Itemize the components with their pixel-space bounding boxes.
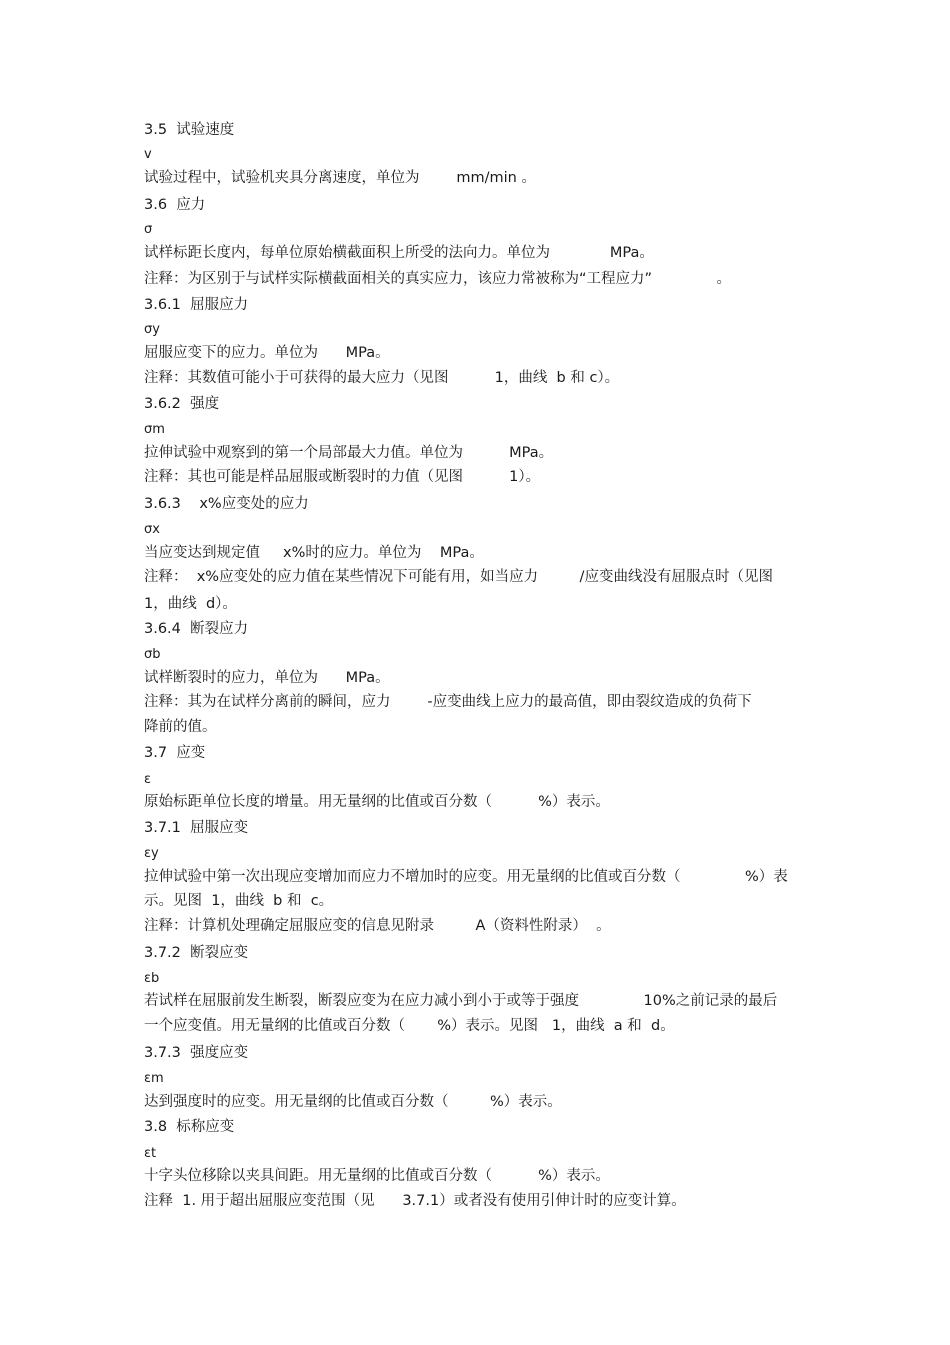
symbol: v — [144, 147, 152, 162]
symbol: εy — [144, 846, 159, 861]
symbol: σ — [144, 222, 153, 237]
section-heading: 3.7.1 屈服应变 — [144, 820, 249, 836]
definition-text: 试验过程中，试验机夹具分离速度，单位为 mm/min 。 — [144, 170, 536, 186]
section-heading: 3.6.1 屈服应力 — [144, 297, 249, 313]
definition-text: 屈服应变下的应力。单位为 MPa。 — [144, 345, 390, 361]
symbol: εm — [144, 1071, 164, 1086]
definition-text: 原始标距单位长度的增量。用无量纲的比值或百分数（ %）表示。 — [144, 794, 610, 810]
section-heading: 3.6.3 x%应变处的应力 — [144, 496, 309, 512]
section-heading: 3.6.4 断裂应力 — [144, 621, 249, 637]
definition-text: 当应变达到规定值 x%时的应力。单位为 MPa。 — [144, 545, 484, 561]
symbol: σb — [144, 647, 161, 662]
definition-text: 达到强度时的应变。用无量纲的比值或百分数（ %）表示。 — [144, 1094, 562, 1110]
definition-text: 一个应变值。用无量纲的比值或百分数（ %）表示。见图 1，曲线 a 和 d。 — [144, 1018, 675, 1034]
note-text: 注释：计算机处理确定屈服应变的信息见附录 A（资料性附录） 。 — [144, 918, 611, 934]
note-text: 1，曲线 d）。 — [144, 596, 237, 612]
section-heading: 3.7 应变 — [144, 745, 206, 761]
note-text: 注释 1. 用于超出屈服应变范围（见 3.7.1）或者没有使用引伸计时的应变计算。 — [144, 1193, 686, 1209]
symbol: σy — [144, 322, 160, 337]
section-heading: 3.8 标称应变 — [144, 1119, 235, 1135]
definition-text: 试样断裂时的应力，单位为 MPa。 — [144, 670, 390, 686]
note-text: 注释：为区别于与试样实际横截面相关的真实应力，该应力常被称为“工程应力” 。 — [144, 271, 732, 287]
symbol: εt — [144, 1146, 157, 1161]
definition-text: 拉伸试验中观察到的第一个局部最大力值。单位为 MPa。 — [144, 445, 554, 461]
symbol: σm — [144, 422, 165, 437]
section-heading: 3.7.2 断裂应变 — [144, 945, 249, 961]
symbol: ε — [144, 772, 152, 787]
definition-text: 拉伸试验中第一次出现应变增加而应力不增加时的应变。用无量纲的比值或百分数（ %）表 — [144, 869, 788, 885]
symbol: σx — [144, 522, 160, 537]
definition-text: 若试样在屈服前发生断裂，断裂应变为在应力减小到小于或等于强度 10%之前记录的最后 — [144, 993, 778, 1009]
note-text: 降前的值。 — [144, 719, 217, 735]
definition-text: 示。见图 1，曲线 b 和 c。 — [144, 893, 334, 909]
note-text: 注释：其为在试样分离前的瞬间，应力 -应变曲线上应力的最高值，即由裂纹造成的负荷下 — [144, 694, 752, 710]
section-heading: 3.6 应力 — [144, 197, 206, 213]
section-heading: 3.7.3 强度应变 — [144, 1045, 249, 1061]
note-text: 注释：其也可能是样品屈服或断裂时的力值（见图 1）。 — [144, 469, 541, 485]
note-text: 注释： x%应变处的应力值在某些情况下可能有用，如当应力 /应变曲线没有屈服点时（见图 — [144, 569, 773, 585]
section-heading: 3.5 试验速度 — [144, 122, 235, 138]
definition-text: 十字头位移除以夹具间距。用无量纲的比值或百分数（ %）表示。 — [144, 1168, 610, 1184]
symbol: εb — [144, 971, 160, 986]
definition-text: 试样标距长度内，每单位原始横截面积上所受的法向力。单位为 MPa。 — [144, 245, 654, 261]
note-text: 注释：其数值可能小于可获得的最大应力（见图 1，曲线 b 和 c）。 — [144, 370, 620, 386]
section-heading: 3.6.2 强度 — [144, 396, 220, 412]
